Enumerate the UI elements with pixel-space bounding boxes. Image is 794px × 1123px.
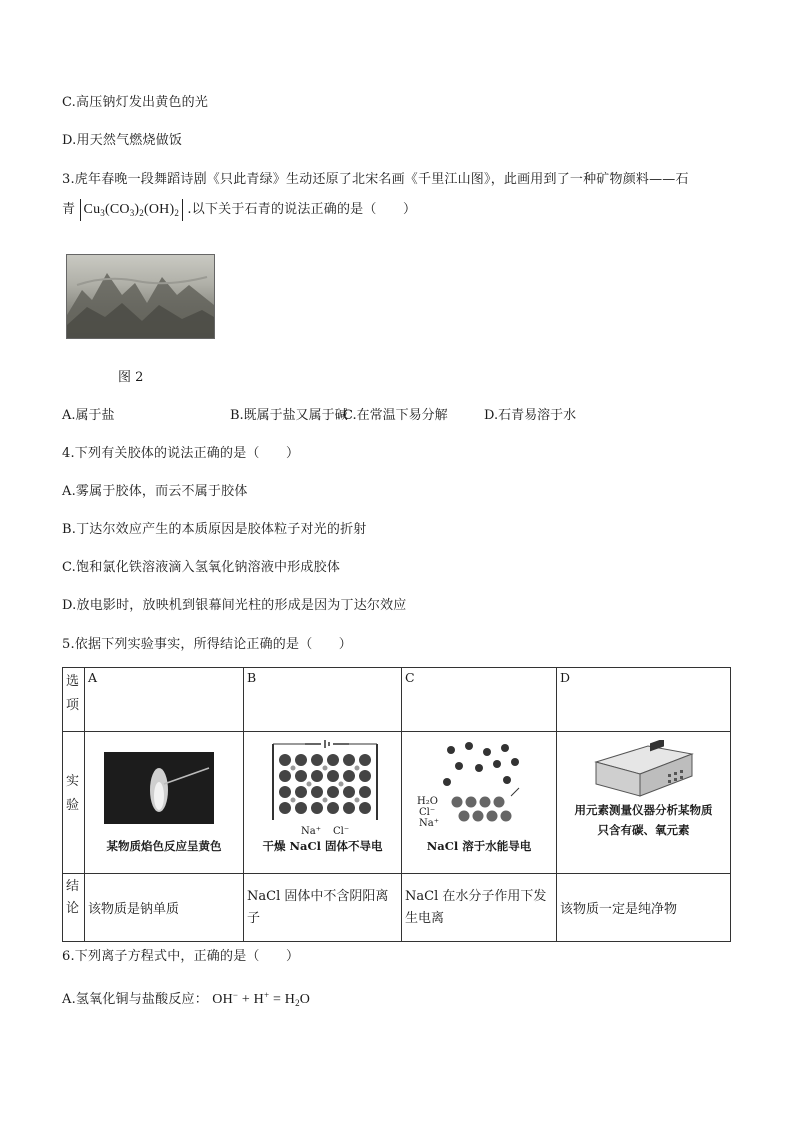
column-header-c: C [402, 668, 557, 732]
nacl-solid-lattice-image [265, 738, 385, 830]
figure-caption: 图 2 [118, 370, 144, 385]
experiment-table [62, 667, 731, 942]
cl-ion-label: Cl⁻ [333, 826, 350, 837]
q6-option-a [62, 988, 310, 1008]
experiment-a-caption: 某物质焰色反应呈黄色 [106, 839, 222, 853]
conclusion-c: NaCl 在水分子作用下发生电离 [402, 874, 557, 942]
q6-option-a-label: A.氢氧化铜与盐酸反应： [62, 992, 208, 1007]
row-label-experiment: 实验 [63, 732, 85, 874]
nacl-dissolving-image [421, 738, 541, 834]
column-header-b: B [244, 668, 402, 732]
q5-stem: 5.依据下列实验事实，所得结论正确的是（ ） [62, 637, 353, 652]
table-row-options [63, 668, 731, 732]
malachite-formula: $Cu_3(CO_3)_2(OH)_2$ [80, 199, 184, 221]
q3-option-c: C.在常温下易分解 [343, 408, 448, 423]
conclusion-a: 该物质是钠单质 [85, 874, 244, 942]
q3-stem-line1: 3.虎年春晚一段舞蹈诗剧《只此青绿》生动还原了北宋名画《千里江山图》，此画用到了一种矿物颜料——石 [62, 172, 689, 187]
q3-stem-prefix: 青 [62, 202, 76, 217]
q4-option-b: B.丁达尔效应产生的本质原因是胶体粒子对光的折射 [62, 522, 367, 537]
element-analyzer-image [588, 740, 698, 800]
q2-option-d: D.用天然气燃烧做饭 [62, 133, 183, 148]
q2-option-c: C.高压钠灯发出黄色的光 [62, 95, 209, 110]
q3-option-b: B.既属于盐又属于碱 [230, 408, 348, 423]
q3-option-a: A.属于盐 [62, 408, 115, 423]
landscape-painting-image [66, 254, 215, 339]
q4-option-a: A.雾属于胶体，而云不属于胶体 [62, 484, 248, 499]
flame-test-image [104, 752, 214, 832]
q3-stem-line2 [62, 198, 416, 221]
q4-stem: 4.下列有关胶体的说法正确的是（ ） [62, 446, 300, 461]
q3-option-d: D.石青易溶于水 [484, 408, 577, 423]
column-header-d: D [557, 668, 731, 732]
experiment-b-caption: 干燥 NaCl 固体不导电 [262, 839, 383, 853]
row-label-conclusion: 结论 [63, 874, 85, 942]
table-row-conclusions [63, 874, 731, 942]
column-header-a: A [85, 668, 244, 732]
conclusion-b: NaCl 固体中不含阴阳离子 [244, 874, 402, 942]
experiment-b-cell [244, 732, 402, 874]
experiment-d-caption: 用元素测量仪器分析某物质只含有碳、氧元素 [574, 803, 713, 837]
na-ion-label-c: Na⁺ [419, 818, 439, 829]
table-row-experiments [63, 732, 731, 874]
experiment-d-cell [557, 732, 731, 874]
q3-stem-suffix: .以下关于石青的说法正确的是（ ） [187, 202, 417, 217]
h2o-label: H₂O [417, 796, 438, 807]
conclusion-d: 该物质一定是纯净物 [557, 874, 731, 942]
row-label-options: 选项 [63, 668, 85, 732]
na-ion-label: Na⁺ [301, 826, 321, 837]
q4-option-c: C.饱和氯化铁溶液滴入氢氧化钠溶液中形成胶体 [62, 560, 341, 575]
experiment-c-caption: NaCl 溶于水能导电 [426, 839, 532, 853]
q4-option-d: D.放电影时，放映机到银幕间光柱的形成是因为丁达尔效应 [62, 598, 407, 613]
experiment-c-cell [402, 732, 557, 874]
ionic-equation: $OH^- + H^+ = H_2O$ [212, 990, 311, 1008]
q6-stem: 6.下列离子方程式中，正确的是（ ） [62, 949, 300, 964]
cl-ion-label-c: Cl⁻ [419, 807, 436, 818]
experiment-a-cell [85, 732, 244, 874]
